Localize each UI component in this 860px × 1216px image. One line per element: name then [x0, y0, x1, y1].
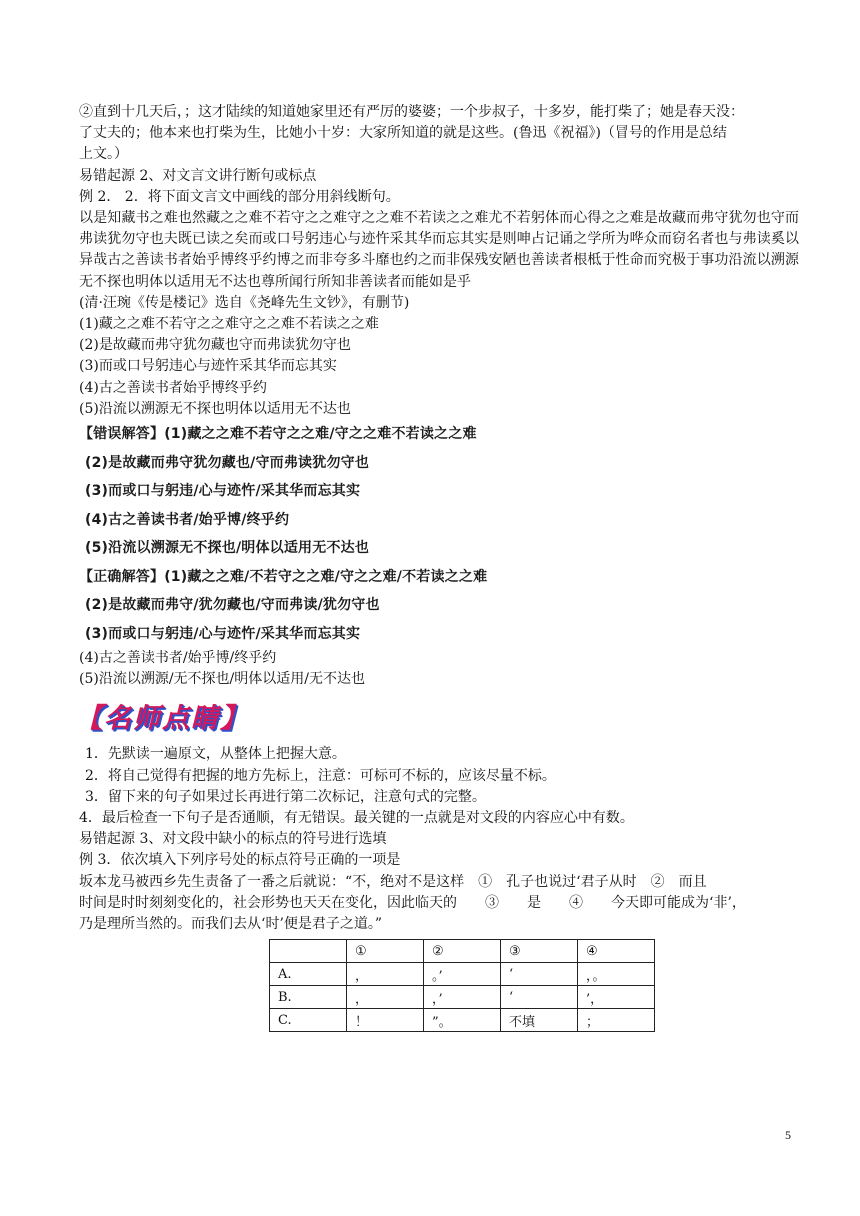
table-cell: ② [424, 940, 501, 963]
intro-line-1: ②直到十几天后，；这才陆续的知道她家里还有严厉的婆婆；一个步叔子，十多岁，能打柴了；她是春天没： [79, 104, 744, 120]
question-item-4: (4)古之善读书者始乎博终乎约 [79, 379, 267, 396]
section3-heading: 易错起源 3、对文段中缺小的标点的符号进行选填 [79, 831, 387, 848]
options-table [269, 939, 655, 1032]
table-cell: ’， [578, 986, 655, 1009]
table-cell: ； [578, 1009, 655, 1032]
table-cell: ， [347, 963, 424, 986]
table-cell: ‘ [501, 986, 578, 1009]
punctuation-passage-line-2: 时间是时时刻刻变化的，社会形势也天天在变化，因此临天的 ③ 是 ④ 今天即可能成为‘非’， [79, 894, 746, 911]
table-cell: ③ [501, 940, 578, 963]
table-cell: ① [347, 940, 424, 963]
wrong-answer-line-3: (3)而或口与躬违/心与迹忤/采其华而忘其实 [85, 483, 361, 500]
wrong-answer-line-5: (5)沿流以溯源无不探也/明体以适用无不达也 [85, 540, 370, 557]
right-answer-line-1: 【正确解答】(1)藏之之难/不若守之之难/守之之难/不若读之之难 [79, 568, 488, 585]
question-item-1: (1)藏之之难不若守之之难守之之难不若读之之难 [79, 316, 379, 333]
table-cell: ‘ [501, 963, 578, 986]
tip-2: 2．将自己觉得有把握的地方先标上，注意：可标可不标的，应该尽量不标。 [85, 767, 556, 784]
table-row [270, 1009, 655, 1032]
page-number: 5 [785, 1128, 791, 1142]
right-answer-line-4: (4)古之善读书者/始乎博/终乎约 [79, 650, 277, 667]
teacher-tips-banner [75, 696, 799, 736]
intro-line-3: 上文。） [79, 146, 128, 163]
table-cell: 不填 [501, 1009, 578, 1032]
table-cell: 。’ [424, 963, 501, 986]
tip-1: 1．先默读一遍原文，从整体上把握大意。 [85, 746, 346, 763]
section2-heading: 易错起源 2、对文言文讲行断句或标点 [79, 167, 317, 184]
table-cell: ， [347, 986, 424, 1009]
example3-prompt: 例 3．依次填入下列序号处的标点符号正确的一项是 [79, 852, 401, 869]
table-cell: B. [270, 986, 347, 1009]
passage-source: (清·汪琬《传是楼记》选自《尧峰先生文钞》，有删节) [79, 294, 410, 311]
wrong-answer-line-4: (4)古之善读书者/始乎博/终乎约 [85, 511, 290, 528]
right-answer-line-2: (2)是故藏而弗守/犹勿藏也/守而弗读/犹勿守也 [85, 597, 380, 614]
tip-4: 4．最后检查一下句子是否通顺，有无错误。最关键的一点就是对文段的内容应心中有数。 [79, 810, 634, 827]
classical-passage: 以是知藏书之难也然藏之之难不若守之之难守之之难不若读之之难尤不若躬体而心得之之难是故藏而弗守犹勿也守而弗读犹勿守也夫既已读之矣而或口号躬违心与迹忤采其华而忘其实是则呻占记诵之学所为哗众而窃名者也与弗读奚以异哉古之善读书者始乎博终乎约博之而非夸多斗靡也约之而非保残安陋也善读者根柢于性命而究极于事功沿流以溯源无不探也明体以适用无不达也尊所闻行所知非善读者而能如是乎 [79, 210, 799, 290]
question-item-5: (5)沿流以溯源无不探也明体以适用无不达也 [79, 400, 351, 417]
table-cell: ④ [578, 940, 655, 963]
intro-line-2: 了丈夫的；他本来也打柴为生，比她小十岁：大家所知道的就是这些。(鲁迅《祝福》)（冒号的作用是总结 [79, 125, 727, 142]
punctuation-passage-line-3: 乃是理所当然的。而我们去从‘时’便是君子之道。” [79, 916, 383, 933]
table-cell [270, 940, 347, 963]
table-header-row [270, 940, 655, 963]
table-cell: C. [270, 1009, 347, 1032]
table-row [270, 963, 655, 986]
tip-3: 3．留下来的句子如果过长再进行第二次标记，注意句式的完整。 [85, 788, 486, 805]
table-cell: ！ [347, 1009, 424, 1032]
wrong-answer-line-2: (2)是故藏而弗守犹勿藏也/守而弗读犹勿守也 [85, 454, 370, 471]
table-cell: A. [270, 963, 347, 986]
question-item-3: (3)而或口号躬违心与迹忤采其华而忘其实 [79, 358, 337, 375]
punctuation-passage-line-1: 坂本龙马被西乡先生责备了一番之后就说：“不，绝对不是这样 ① 孔子也说过‘君子从时 ② 而且 [79, 873, 707, 890]
document-page [75, 102, 799, 1032]
table-cell: ，’ [424, 986, 501, 1009]
example2-prompt: 例 2． 2．将下面文言文中画线的部分用斜线断句。 [79, 188, 400, 205]
table-cell: ，。 [578, 963, 655, 986]
right-answer-line-5: (5)沿流以溯源/无不探也/明体以适用/无不达也 [79, 671, 365, 688]
table-row [270, 986, 655, 1009]
wrong-answer-line-1: 【错误解答】(1)藏之之难不若守之之难/守之之难不若读之之难 [79, 426, 477, 443]
table-cell: ”。 [424, 1009, 501, 1032]
right-answer-line-3: (3)而或口与躬违/心与迹忤/采其华而忘其实 [85, 625, 361, 642]
question-item-2: (2)是故藏而弗守犹勿藏也守而弗读犹勿守也 [79, 337, 351, 354]
banner-title: 【名师点睛】 [75, 703, 249, 735]
